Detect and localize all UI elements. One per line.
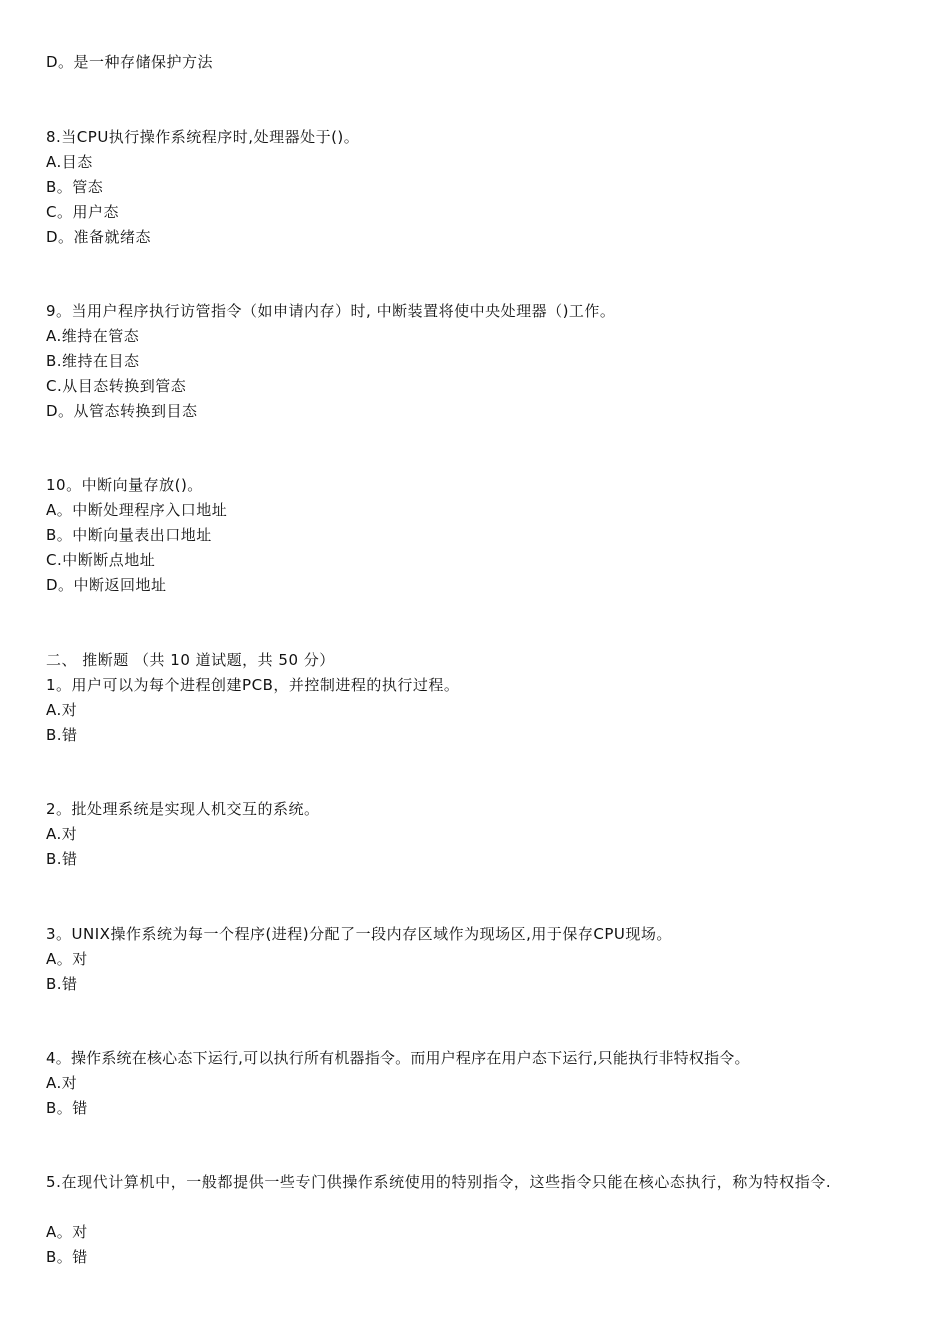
tf2-option-a: A.对 [46,825,78,843]
tf1-option-b: B.错 [46,726,78,744]
tf1-option-a: A.对 [46,701,78,719]
q10-option-c: C.中断断点地址 [46,551,156,569]
q10-option-d: D。中断返回地址 [46,576,167,594]
tf4-question: 4。操作系统在核心态下运行,可以执行所有机器指令。而用户程序在用户态下运行,只能执行非特权指令。 [46,1049,750,1067]
tf4-option-b: B。错 [46,1099,88,1117]
tf5-question: 5.在现代计算机中，一般都提供一些专门供操作系统使用的特别指令，这些指令只能在核心态执行，称为特权指令. [46,1173,832,1191]
tf3-option-b: B.错 [46,975,78,993]
q7-option-d: D。是一种存储保护方法 [46,53,214,71]
q9-option-d: D。从管态转换到目态 [46,402,198,420]
q10-option-a: A。中断处理程序入口地址 [46,501,228,519]
tf5-option-b: B。错 [46,1248,88,1266]
tf2-question: 2。批处理系统是实现人机交互的系统。 [46,800,320,818]
tf4-option-a: A.对 [46,1074,78,1092]
q8-question: 8.当CPU执行操作系统程序时,处理器处于()。 [46,128,360,146]
q9-question: 9。当用户程序执行访管指令（如申请内存）时, 中断装置将使中央处理器（)工作。 [46,302,616,320]
tf5-option-a: A。对 [46,1223,88,1241]
tf3-question: 3。UNIX操作系统为每一个程序(进程)分配了一段内存区域作为现场区,用于保存CPU现场。 [46,925,672,943]
q10-option-b: B。中断向量表出口地址 [46,526,212,544]
q9-option-c: C.从目态转换到管态 [46,377,187,395]
q8-option-d: D。准备就绪态 [46,228,152,246]
q9-option-b: B.维持在目态 [46,352,140,370]
tf3-option-a: A。对 [46,950,88,968]
tf2-option-b: B.错 [46,850,78,868]
q9-option-a: A.维持在管态 [46,327,140,345]
section-heading: 二、 推断题 （共 10 道试题，共 50 分） [46,651,335,669]
q8-option-c: C。用户态 [46,203,119,221]
tf1-question: 1。用户可以为每个进程创建PCB，并控制进程的执行过程。 [46,676,460,694]
q8-option-b: B。管态 [46,178,104,196]
q10-question: 10。中断向量存放()。 [46,476,203,494]
q8-option-a: A.目态 [46,153,93,171]
